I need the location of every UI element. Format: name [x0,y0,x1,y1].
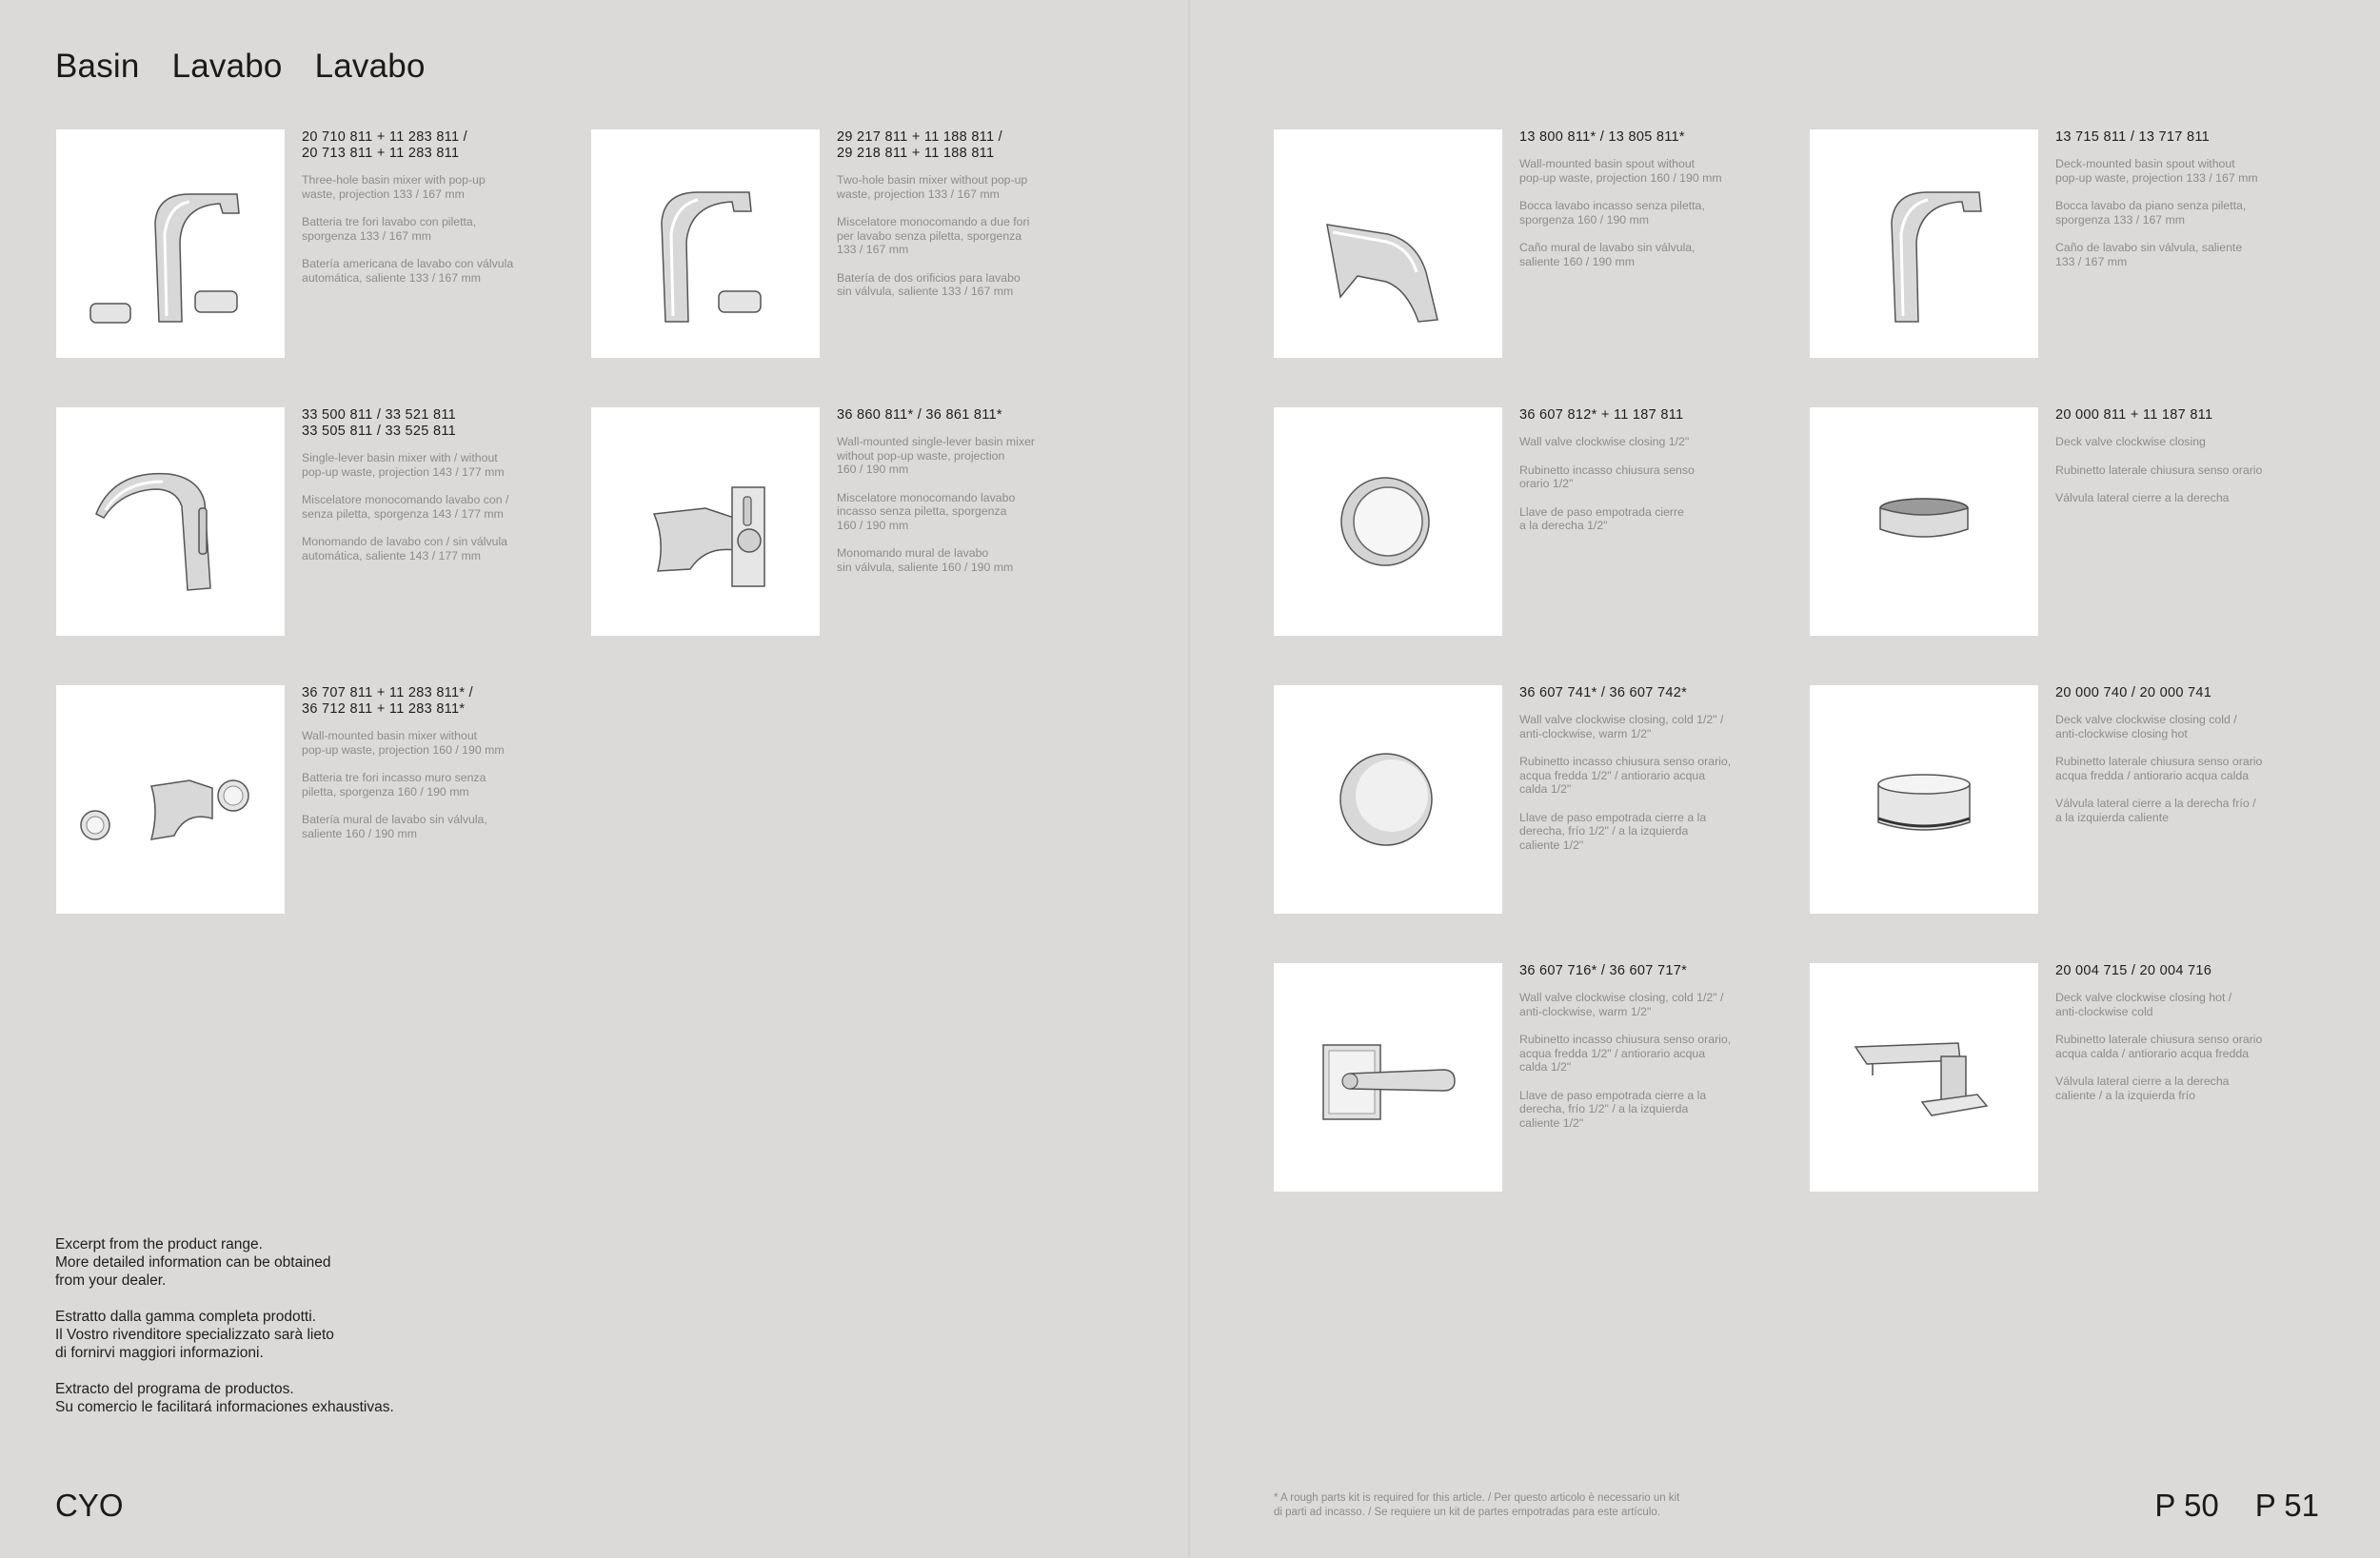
description-it: Miscelatore monocomando lavabo con / senza piletta, sporgenza 143 / 177 mm [302,493,509,521]
wall-single-lever-mixer-icon [591,407,820,636]
description-en: Deck-mounted basin spout without pop-up waste, projection 133 / 167 mm [2055,157,2258,185]
product-description [1519,685,1805,866]
product-image [56,129,285,358]
description-en: Wall valve clockwise closing 1/2" [1519,435,1690,448]
deck-valve-lever-icon [1810,963,2038,1192]
description-en: Wall-mounted basin spout without pop-up waste, projection 160 / 190 mm [1519,157,1722,185]
page-number-left: P 50 [2154,1488,2219,1523]
product-description [2055,963,2341,1116]
product-image [1810,685,2038,914]
product-image [591,407,820,636]
footnote: * A rough parts kit is required for this article. / Per questo articolo è necessario un kit di parti ad incasso. / Se requiere un kit de partes empotradas para este artículo. [1274,1492,1680,1518]
product-card [56,129,589,358]
article-number: 36 707 811 + 11 283 811* / 36 712 811 + 11 283 811* [302,685,473,717]
product-card [1810,407,2343,636]
product-image [1274,129,1502,358]
deck-basin-spout-icon [1810,129,2038,358]
article-number: 20 004 715 / 20 004 716 [2055,963,2212,978]
spread-gutter [1188,0,1190,1558]
description-es: Válvula lateral cierre a la derecha [2055,491,2230,504]
excerpt-en: Excerpt from the product range. More detailed information can be obtained from your dealer. [55,1236,331,1289]
description-it: Rubinetto incasso chiusura senso orario, acqua fredda 1/2" / antiorario acqua calda 1/2" [1519,755,1732,796]
description-en: Deck valve clockwise closing hot / anti-clockwise cold [2055,991,2232,1018]
product-image [1810,407,2038,636]
description-it: Miscelatore monocomando lavabo incasso senza piletta, sporgenza 160 / 190 mm [837,490,1016,532]
product-description [1519,963,1805,1144]
article-number: 36 607 812* + 11 187 811 [1519,407,1684,423]
product-description [2055,685,2341,838]
description-es: Llave de paso empotrada cierre a la derecha 1/2" [1519,504,1684,532]
product-card [1274,129,1807,358]
article-number: 20 710 811 + 11 283 811 / 20 713 811 + 11 283 811 [302,129,467,161]
product-description [837,129,1122,313]
brand-name: CYO [55,1488,124,1523]
article-number: 33 500 811 / 33 521 811 33 505 811 / 33 525 811 [302,407,456,439]
product-description [1519,407,1805,547]
wall-three-hole-mixer-icon [56,685,285,914]
description-en: Deck valve clockwise closing [2055,435,2206,448]
product-card [56,685,589,914]
single-lever-basin-mixer-icon [56,407,285,636]
description-es: Monomando de lavabo con / sin válvula automática, saliente 143 / 177 mm [302,535,508,562]
product-card [1274,407,1807,636]
description-it: Rubinetto incasso chiusura senso orario 1/2" [1519,463,1695,490]
product-image [56,685,285,914]
description-es: Monomando mural de lavabo sin válvula, saliente 160 / 190 mm [837,546,1014,574]
article-number: 36 607 716* / 36 607 717* [1519,963,1688,978]
product-description [302,685,587,855]
article-number: 13 715 811 / 13 717 811 [2055,129,2210,145]
product-image [1274,685,1502,914]
description-es: Batería americana de lavabo con válvula automática, saliente 133 / 167 mm [302,257,514,285]
description-it: Bocca lavabo incasso senza piletta, sporgenza 160 / 190 mm [1519,199,1705,227]
description-it: Batteria tre fori lavabo con piletta, sporgenza 133 / 167 mm [302,215,477,243]
description-en: Wall valve clockwise closing, cold 1/2" / anti-clockwise, warm 1/2" [1519,991,1724,1018]
description-it: Batteria tre fori incasso muro senza piletta, sporgenza 160 / 190 mm [302,771,486,799]
description-es: Caño de lavabo sin válvula, saliente 133 / 167 mm [2055,241,2243,268]
description-en: Wall-mounted single-lever basin mixer without pop-up waste, projection 160 / 190 mm [837,435,1035,476]
description-it: Rubinetto laterale chiusura senso orario acqua calda / antiorario acqua fredda [2055,1033,2263,1060]
product-card [1810,129,2343,358]
page-number-right: P 51 [2254,1488,2319,1523]
product-description [302,129,587,299]
product-card [591,129,1124,358]
description-en: Two-hole basin mixer without pop-up waste, projection 133 / 167 mm [837,173,1028,201]
article-number: 36 607 741* / 36 607 742* [1519,685,1688,700]
excerpt-it: Estratto dalla gamma completa prodotti. Il Vostro rivenditore specializzato sarà lieto di fornirvi maggiori informazioni. [55,1309,334,1361]
product-image [591,129,820,358]
description-it: Rubinetto incasso chiusura senso orario, acqua fredda 1/2" / antiorario acqua calda 1/2" [1519,1033,1732,1074]
description-it: Rubinetto laterale chiusura senso orario acqua fredda / antiorario acqua calda [2055,755,2263,782]
product-card [1274,963,1807,1192]
product-description [2055,129,2341,283]
deck-valve-knob-icon [1810,685,2038,914]
product-image [1810,963,2038,1192]
deck-valve-ring-icon [1810,407,2038,636]
product-card [56,407,589,636]
description-it: Bocca lavabo da piano senza piletta, sporgenza 133 / 167 mm [2055,199,2247,227]
range-excerpt-note [55,1235,394,1434]
two-hole-basin-mixer-icon [591,129,820,358]
product-description [302,407,587,577]
description-es: Batería de dos orificios para lavabo sin válvula, saliente 133 / 167 mm [837,270,1021,298]
description-it: Rubinetto laterale chiusura senso orario [2055,463,2263,477]
three-hole-basin-mixer-icon [56,129,285,358]
description-es: Caño mural de lavabo sin válvula, saliente 160 / 190 mm [1519,241,1696,268]
description-es: Batería mural de lavabo sin válvula, saliente 160 / 190 mm [302,813,487,840]
title-es: Lavabo [314,48,426,85]
product-description [1519,129,1805,283]
page-title [55,48,458,86]
product-card [1810,685,2343,914]
product-card [1810,963,2343,1192]
product-card [1274,685,1807,914]
title-en: Basin [55,48,140,85]
article-number: 13 800 811* / 13 805 811* [1519,129,1685,145]
description-es: Válvula lateral cierre a la derecha frío / a la izquierda caliente [2055,797,2256,824]
wall-valve-lever-icon [1274,963,1502,1192]
product-card [591,407,1124,636]
article-number: 36 860 811* / 36 861 811* [837,407,1002,423]
product-image [1274,407,1502,636]
description-es: Llave de paso empotrada cierre a la derecha, frío 1/2" / a la izquierda caliente 1/2" [1519,1088,1707,1130]
description-en: Three-hole basin mixer with pop-up waste, projection 133 / 167 mm [302,173,486,201]
product-image [56,407,285,636]
wall-valve-ring-icon [1274,407,1502,636]
description-it: Miscelatore monocomando a due fori per lavabo senza piletta, sporgenza 133 / 167 mm [837,215,1030,256]
product-description [837,407,1122,588]
article-number: 29 217 811 + 11 188 811 / 29 218 811 + 11 188 811 [837,129,1002,161]
article-number: 20 000 811 + 11 187 811 [2055,407,2213,423]
description-en: Wall valve clockwise closing, cold 1/2" / anti-clockwise, warm 1/2" [1519,713,1724,740]
description-en: Wall-mounted basin mixer without pop-up waste, projection 160 / 190 mm [302,729,505,757]
description-es: Llave de paso empotrada cierre a la derecha, frío 1/2" / a la izquierda caliente 1/2" [1519,810,1707,852]
wall-basin-spout-icon [1274,129,1502,358]
description-es: Válvula lateral cierre a la derecha caliente / a la izquierda frío [2055,1075,2230,1102]
title-it: Lavabo [171,48,283,85]
article-number: 20 000 740 / 20 000 741 [2055,685,2212,700]
product-description [2055,407,2341,520]
wall-valve-round-icon [1274,685,1502,914]
page-numbers [2118,1488,2319,1524]
description-en: Deck valve clockwise closing cold / anti-clockwise closing hot [2055,713,2237,740]
description-en: Single-lever basin mixer with / without pop-up waste, projection 143 / 177 mm [302,451,505,479]
excerpt-es: Extracto del programa de productos. Su comercio le facilitará informaciones exhaustivas. [55,1381,394,1415]
product-image [1274,963,1502,1192]
product-image [1810,129,2038,358]
